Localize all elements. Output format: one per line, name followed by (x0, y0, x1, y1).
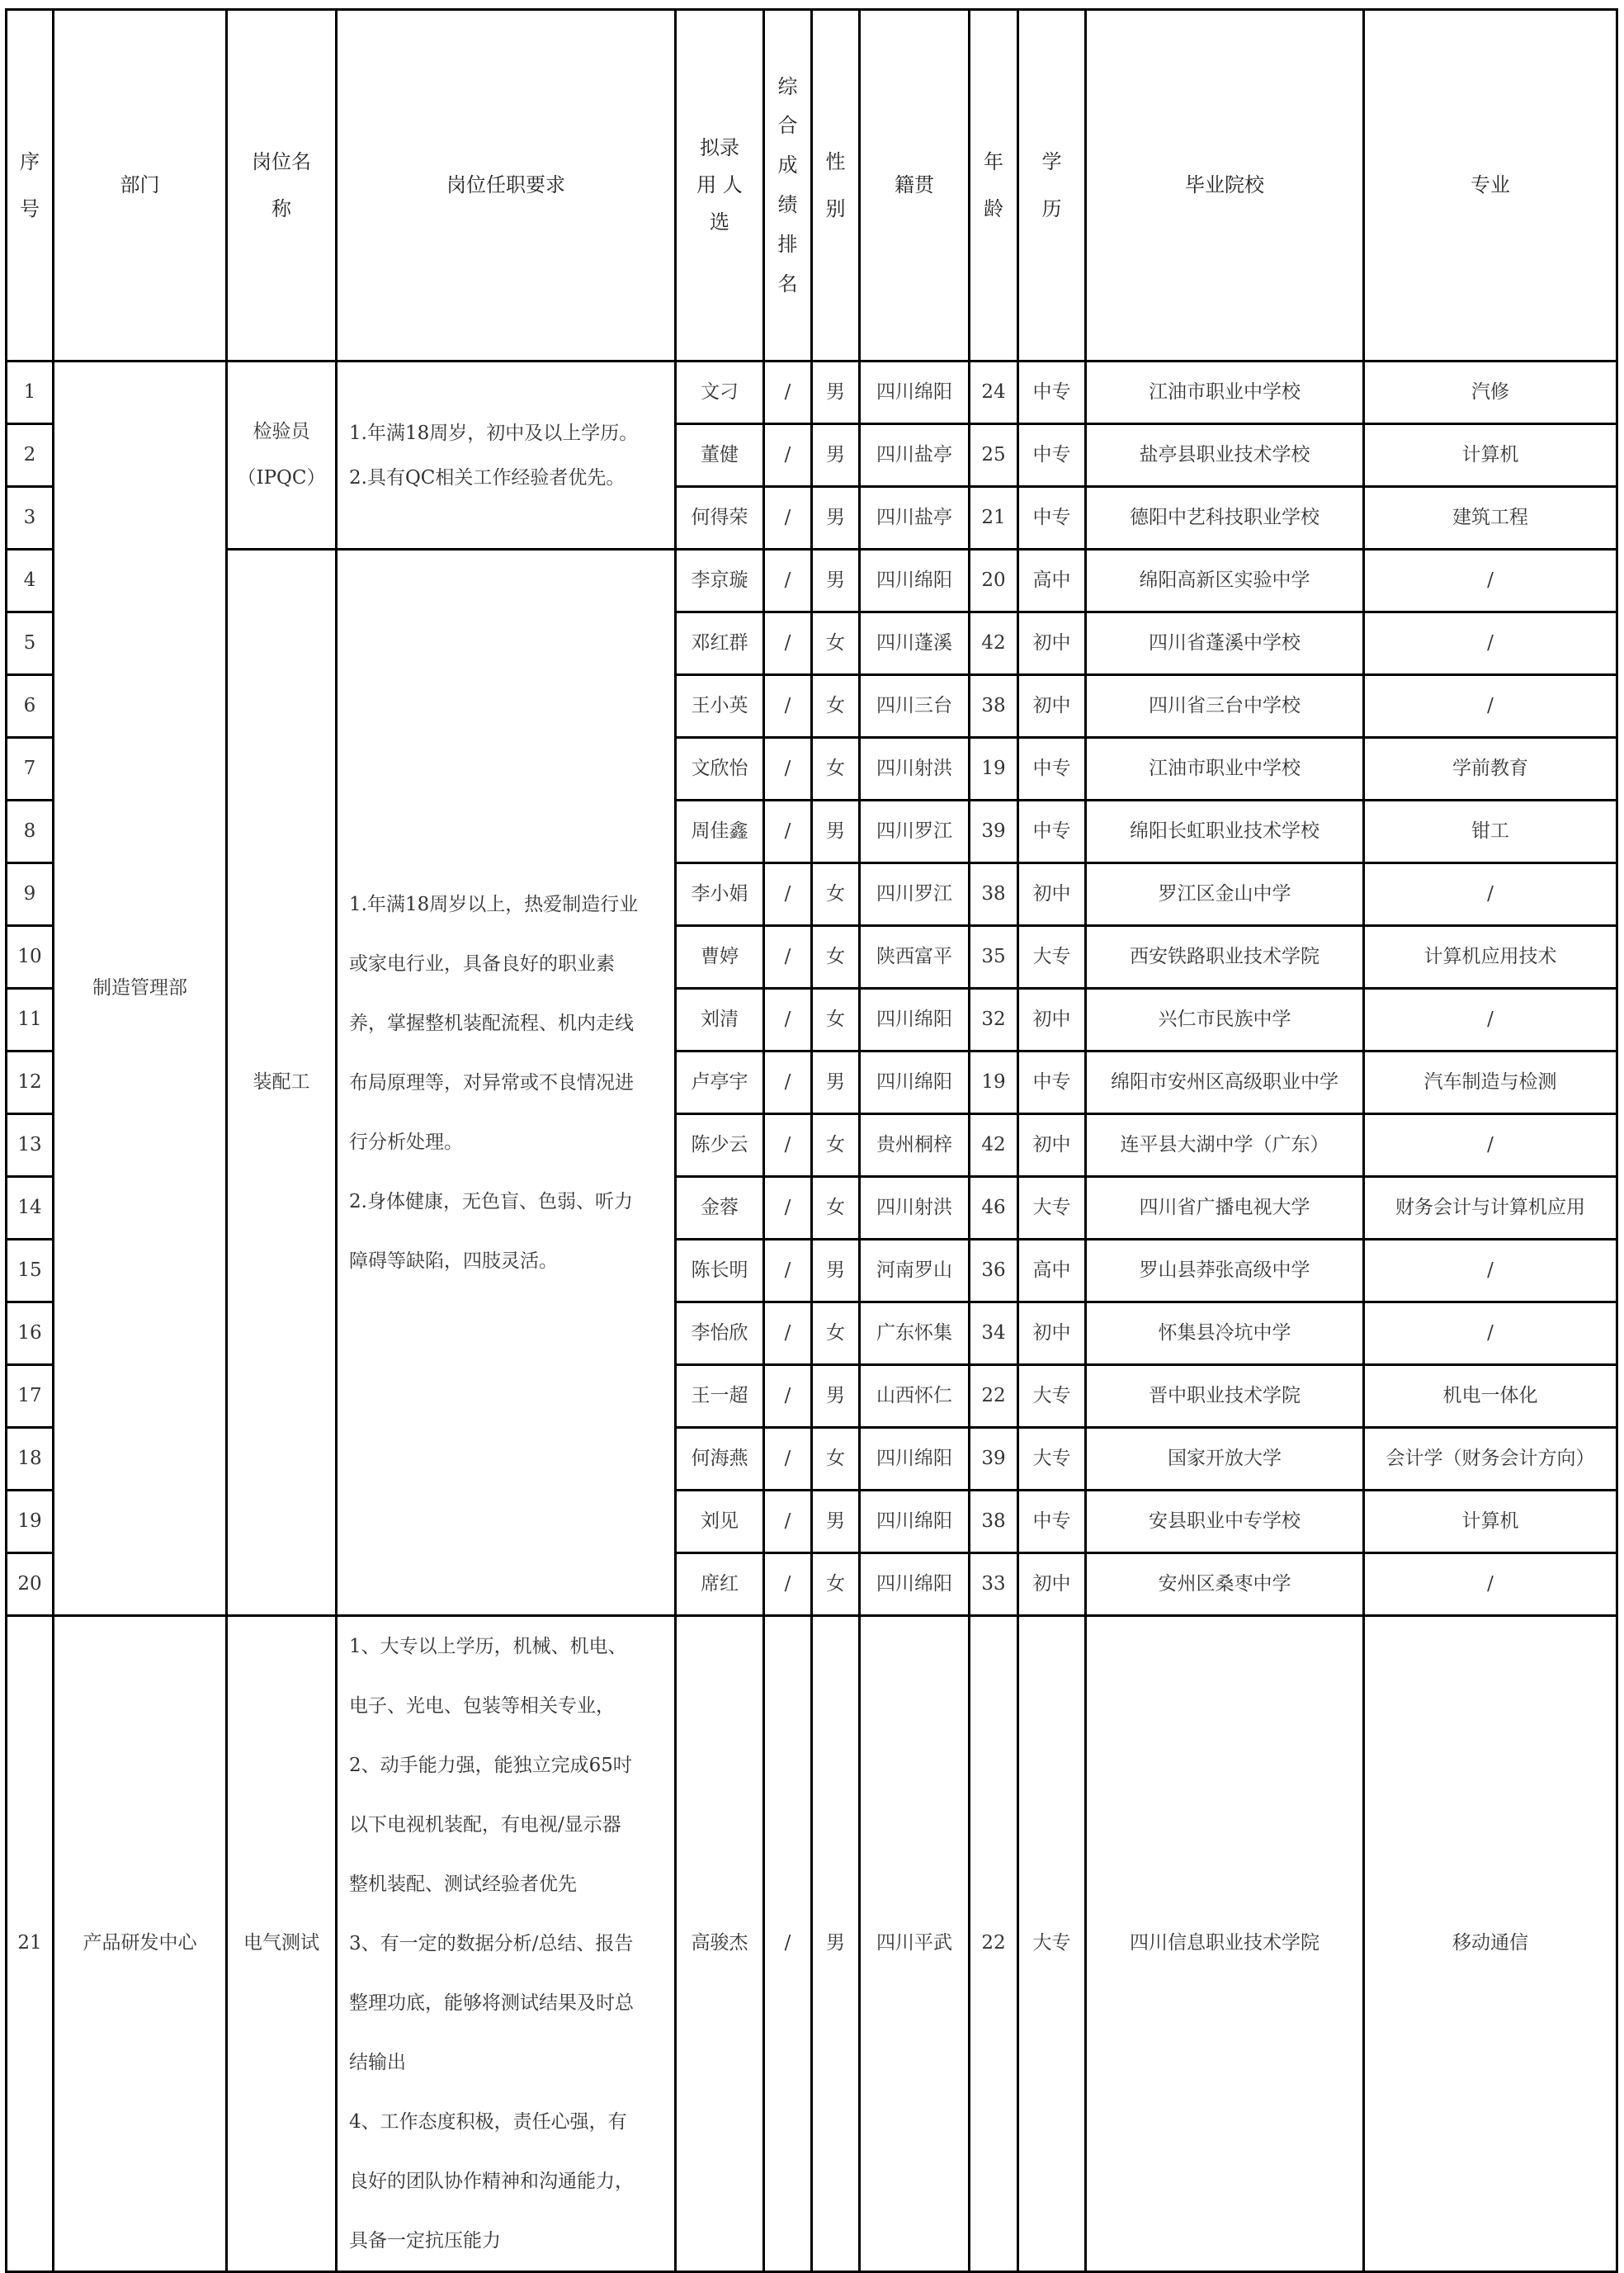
ranking-cell: / (764, 675, 812, 738)
gender-cell: 男 (812, 1491, 860, 1553)
major-cell: 钳工 (1364, 801, 1617, 863)
gender-cell: 男 (812, 801, 860, 863)
hometown-cell: 四川射洪 (860, 1177, 970, 1240)
gender-cell: 男 (812, 550, 860, 612)
school-cell: 绵阳高新区实验中学 (1086, 550, 1364, 612)
age-cell: 19 (970, 738, 1018, 801)
candidate-roster-table (5, 8, 1618, 2273)
school-cell: 江油市职业中学校 (1086, 362, 1364, 424)
school-cell: 兴仁市民族中学 (1086, 989, 1364, 1051)
school-cell: 罗山县莽张高级中学 (1086, 1240, 1364, 1302)
age-cell: 35 (970, 926, 1018, 989)
age-cell: 34 (970, 1302, 1018, 1365)
education-cell: 初中 (1018, 1302, 1086, 1365)
major-cell: 财务会计与计算机应用 (1364, 1177, 1617, 1240)
requirement-line: 以下电视机装配，有电视/显示器 (349, 1814, 621, 1836)
education-cell: 大专 (1018, 1365, 1086, 1428)
requirements-cell (337, 1616, 676, 2272)
requirement-line: 整理功底，能够将测试结果及时总 (349, 1992, 634, 2014)
requirement-line: 良好的团队协作精神和沟通能力， (349, 2171, 634, 2192)
school-cell: 安县职业中专学校 (1086, 1491, 1364, 1553)
education-cell: 中专 (1018, 424, 1086, 487)
department-cell: 制造管理部 (54, 362, 227, 1616)
education-cell: 高中 (1018, 550, 1086, 612)
ranking-cell: / (764, 1240, 812, 1302)
candidate-name: 卢亭宇 (676, 1051, 764, 1114)
age-cell: 38 (970, 1491, 1018, 1553)
requirement-line: 3、有一定的数据分析/总结、报告 (349, 1933, 634, 1954)
requirements-cell (337, 362, 676, 550)
hometown-cell: 贵州桐梓 (860, 1114, 970, 1177)
row-number: 5 (7, 612, 54, 675)
age-cell: 42 (970, 612, 1018, 675)
candidate-name: 陈长明 (676, 1240, 764, 1302)
hometown-cell: 四川绵阳 (860, 1553, 970, 1616)
gender-cell: 男 (812, 1616, 860, 2272)
education-cell: 初中 (1018, 989, 1086, 1051)
candidate-name: 何海燕 (676, 1428, 764, 1491)
major-cell: 会计学（财务会计方向） (1364, 1428, 1617, 1491)
candidate-name: 李怡欣 (676, 1302, 764, 1365)
age-cell: 22 (970, 1616, 1018, 2272)
ranking-cell: / (764, 550, 812, 612)
row-number: 2 (7, 424, 54, 487)
candidate-name: 王小英 (676, 675, 764, 738)
row-number: 13 (7, 1114, 54, 1177)
row-number: 7 (7, 738, 54, 801)
major-cell: 移动通信 (1364, 1616, 1617, 2272)
candidate-name: 高骏杰 (676, 1616, 764, 2272)
ranking-cell: / (764, 612, 812, 675)
school-cell: 怀集县冷坑中学 (1086, 1302, 1364, 1365)
major-cell: / (1364, 612, 1617, 675)
hometown-cell: 广东怀集 (860, 1302, 970, 1365)
hometown-cell: 四川蓬溪 (860, 612, 970, 675)
major-cell: 机电一体化 (1364, 1365, 1617, 1428)
candidate-name: 文刁 (676, 362, 764, 424)
school-cell: 国家开放大学 (1086, 1428, 1364, 1491)
school-cell: 安州区桑枣中学 (1086, 1553, 1364, 1616)
school-cell: 连平县大湖中学（广东） (1086, 1114, 1364, 1177)
age-cell: 33 (970, 1553, 1018, 1616)
school-cell: 四川省蓬溪中学校 (1086, 612, 1364, 675)
requirement-line: 2、动手能力强，能独立完成65吋 (349, 1755, 632, 1776)
hometown-cell: 四川绵阳 (860, 1491, 970, 1553)
age-cell: 36 (970, 1240, 1018, 1302)
row-number: 8 (7, 801, 54, 863)
requirement-line: 1、大专以上学历，机械、机电、 (349, 1636, 627, 1657)
requirement-line: 行分析处理。 (349, 1131, 463, 1153)
age-cell: 39 (970, 801, 1018, 863)
requirement-line: 1.年满18周岁，初中及以上学历。 (349, 422, 639, 444)
school-cell: 江油市职业中学校 (1086, 738, 1364, 801)
gender-cell: 女 (812, 863, 860, 926)
candidate-name: 邓红群 (676, 612, 764, 675)
major-cell: 汽车制造与检测 (1364, 1051, 1617, 1114)
hometown-cell: 四川绵阳 (860, 1051, 970, 1114)
major-cell: / (1364, 550, 1617, 612)
hometown-cell: 四川盐亭 (860, 424, 970, 487)
row-number: 17 (7, 1365, 54, 1428)
education-cell: 中专 (1018, 738, 1086, 801)
ranking-cell: / (764, 989, 812, 1051)
position-cell: 检验员 （IPQC） (227, 362, 337, 550)
hometown-cell: 四川罗江 (860, 863, 970, 926)
candidate-name: 董健 (676, 424, 764, 487)
requirement-line: 1.年满18周岁以上，热爱制造行业 (349, 893, 639, 915)
gender-cell: 女 (812, 1177, 860, 1240)
ranking-cell: / (764, 1114, 812, 1177)
row-number: 10 (7, 926, 54, 989)
gender-cell: 女 (812, 738, 860, 801)
candidate-name: 周佳鑫 (676, 801, 764, 863)
header-position: 岗位名 称 (227, 10, 337, 362)
major-cell: / (1364, 675, 1617, 738)
candidate-name: 李京璇 (676, 550, 764, 612)
ranking-cell: / (764, 487, 812, 550)
gender-cell: 男 (812, 1365, 860, 1428)
header-ranking: 综 合 成 绩 排 名 (764, 10, 812, 362)
header-age: 年 龄 (970, 10, 1018, 362)
requirement-line: 养，掌握整机装配流程、机内走线 (349, 1012, 634, 1034)
requirement-line: 2.身体健康，无色盲、色弱、听力 (349, 1190, 633, 1212)
requirement-line: 布局原理等，对异常或不良情况进 (349, 1071, 634, 1094)
requirement-line: 2.具有QC相关工作经验者优先。 (349, 466, 626, 489)
header-school: 毕业院校 (1086, 10, 1364, 362)
row-number: 19 (7, 1491, 54, 1553)
age-cell: 24 (970, 362, 1018, 424)
gender-cell: 女 (812, 926, 860, 989)
hometown-cell: 四川绵阳 (860, 550, 970, 612)
school-cell: 盐亭县职业技术学校 (1086, 424, 1364, 487)
row-number: 11 (7, 989, 54, 1051)
candidate-name: 何得荣 (676, 487, 764, 550)
ranking-cell: / (764, 1616, 812, 2272)
position-cell: 装配工 (227, 550, 337, 1616)
hometown-cell: 四川绵阳 (860, 1428, 970, 1491)
candidate-name: 王一超 (676, 1365, 764, 1428)
age-cell: 25 (970, 424, 1018, 487)
ranking-cell: / (764, 1428, 812, 1491)
row-number: 9 (7, 863, 54, 926)
major-cell: 计算机应用技术 (1364, 926, 1617, 989)
education-cell: 大专 (1018, 1177, 1086, 1240)
age-cell: 38 (970, 863, 1018, 926)
requirement-line: 具备一定抗压能力 (349, 2230, 501, 2252)
table-row (7, 1616, 1617, 2272)
requirement-line: 结输出 (349, 2052, 406, 2073)
requirement-line: 整机装配、测试经验者优先 (349, 1874, 577, 1895)
requirement-line: 或家电行业，具备良好的职业素 (349, 952, 615, 975)
header-major: 专业 (1364, 10, 1617, 362)
ranking-cell: / (764, 1051, 812, 1114)
candidate-name: 金蓉 (676, 1177, 764, 1240)
requirements-cell (337, 550, 676, 1616)
table-row (7, 550, 1617, 612)
hometown-cell: 山西怀仁 (860, 1365, 970, 1428)
header-education: 学 历 (1018, 10, 1086, 362)
gender-cell: 女 (812, 989, 860, 1051)
row-number: 21 (7, 1616, 54, 2272)
header-index: 序 号 (7, 10, 54, 362)
row-number: 6 (7, 675, 54, 738)
ranking-cell: / (764, 362, 812, 424)
requirement-line: 电子、光电、包装等相关专业， (349, 1695, 615, 1717)
hometown-cell: 四川盐亭 (860, 487, 970, 550)
major-cell: / (1364, 863, 1617, 926)
candidate-name: 刘见 (676, 1491, 764, 1553)
requirement-line: 4、工作态度积极，责任心强，有 (349, 2111, 627, 2133)
hometown-cell: 陕西富平 (860, 926, 970, 989)
row-number: 1 (7, 362, 54, 424)
age-cell: 42 (970, 1114, 1018, 1177)
school-cell: 罗江区金山中学 (1086, 863, 1364, 926)
school-cell: 四川省广播电视大学 (1086, 1177, 1364, 1240)
age-cell: 39 (970, 1428, 1018, 1491)
gender-cell: 女 (812, 1553, 860, 1616)
hometown-cell: 四川射洪 (860, 738, 970, 801)
row-number: 20 (7, 1553, 54, 1616)
education-cell: 初中 (1018, 612, 1086, 675)
hometown-cell: 四川绵阳 (860, 362, 970, 424)
education-cell: 大专 (1018, 1616, 1086, 2272)
gender-cell: 男 (812, 424, 860, 487)
education-cell: 高中 (1018, 1240, 1086, 1302)
gender-cell: 女 (812, 1114, 860, 1177)
gender-cell: 男 (812, 1051, 860, 1114)
gender-cell: 女 (812, 1302, 860, 1365)
row-number: 14 (7, 1177, 54, 1240)
ranking-cell: / (764, 1491, 812, 1553)
row-number: 3 (7, 487, 54, 550)
gender-cell: 女 (812, 612, 860, 675)
row-number: 15 (7, 1240, 54, 1302)
table-row (7, 362, 1617, 424)
major-cell: / (1364, 1114, 1617, 1177)
header-requirements: 岗位任职要求 (337, 10, 676, 362)
row-number: 16 (7, 1302, 54, 1365)
roster-body (7, 362, 1617, 2272)
school-cell: 西安铁路职业技术学院 (1086, 926, 1364, 989)
major-cell: 学前教育 (1364, 738, 1617, 801)
row-number: 4 (7, 550, 54, 612)
education-cell: 初中 (1018, 863, 1086, 926)
row-number: 12 (7, 1051, 54, 1114)
school-cell: 德阳中艺科技职业学校 (1086, 487, 1364, 550)
ranking-cell: / (764, 926, 812, 989)
school-cell: 四川省三台中学校 (1086, 675, 1364, 738)
education-cell: 中专 (1018, 801, 1086, 863)
candidate-name: 席红 (676, 1553, 764, 1616)
ranking-cell: / (764, 738, 812, 801)
age-cell: 38 (970, 675, 1018, 738)
education-cell: 初中 (1018, 1553, 1086, 1616)
school-cell: 晋中职业技术学院 (1086, 1365, 1364, 1428)
education-cell: 初中 (1018, 675, 1086, 738)
age-cell: 20 (970, 550, 1018, 612)
gender-cell: 男 (812, 487, 860, 550)
major-cell: 建筑工程 (1364, 487, 1617, 550)
education-cell: 中专 (1018, 1491, 1086, 1553)
gender-cell: 女 (812, 675, 860, 738)
major-cell: / (1364, 1553, 1617, 1616)
ranking-cell: / (764, 424, 812, 487)
hometown-cell: 四川绵阳 (860, 989, 970, 1051)
age-cell: 19 (970, 1051, 1018, 1114)
major-cell: 计算机 (1364, 424, 1617, 487)
header-candidate: 拟录 用 人 选 (676, 10, 764, 362)
ranking-cell: / (764, 1302, 812, 1365)
hometown-cell: 四川三台 (860, 675, 970, 738)
ranking-cell: / (764, 863, 812, 926)
department-cell: 产品研发中心 (54, 1616, 227, 2272)
major-cell: / (1364, 1302, 1617, 1365)
candidate-name: 曹婷 (676, 926, 764, 989)
major-cell: / (1364, 1240, 1617, 1302)
candidate-name: 李小娟 (676, 863, 764, 926)
school-cell: 绵阳长虹职业技术学校 (1086, 801, 1364, 863)
position-cell: 电气测试 (227, 1616, 337, 2272)
school-cell: 四川信息职业技术学院 (1086, 1616, 1364, 2272)
candidate-name: 陈少云 (676, 1114, 764, 1177)
education-cell: 中专 (1018, 487, 1086, 550)
candidate-name: 文欣怡 (676, 738, 764, 801)
ranking-cell: / (764, 1553, 812, 1616)
age-cell: 21 (970, 487, 1018, 550)
education-cell: 大专 (1018, 1428, 1086, 1491)
gender-cell: 男 (812, 362, 860, 424)
age-cell: 22 (970, 1365, 1018, 1428)
candidate-name: 刘清 (676, 989, 764, 1051)
ranking-cell: / (764, 1365, 812, 1428)
requirement-line: 障碍等缺陷，四肢灵活。 (349, 1250, 558, 1272)
education-cell: 中专 (1018, 362, 1086, 424)
row-number: 18 (7, 1428, 54, 1491)
ranking-cell: / (764, 1177, 812, 1240)
major-cell: 汽修 (1364, 362, 1617, 424)
education-cell: 初中 (1018, 1114, 1086, 1177)
hometown-cell: 河南罗山 (860, 1240, 970, 1302)
education-cell: 大专 (1018, 926, 1086, 989)
header-row (7, 10, 1617, 362)
major-cell: / (1364, 989, 1617, 1051)
school-cell: 绵阳市安州区高级职业中学 (1086, 1051, 1364, 1114)
age-cell: 32 (970, 989, 1018, 1051)
header-hometown: 籍贯 (860, 10, 970, 362)
header-department: 部门 (54, 10, 227, 362)
age-cell: 46 (970, 1177, 1018, 1240)
gender-cell: 女 (812, 1428, 860, 1491)
ranking-cell: / (764, 801, 812, 863)
major-cell: 计算机 (1364, 1491, 1617, 1553)
header-gender: 性 别 (812, 10, 860, 362)
education-cell: 中专 (1018, 1051, 1086, 1114)
gender-cell: 男 (812, 1240, 860, 1302)
hometown-cell: 四川平武 (860, 1616, 970, 2272)
hometown-cell: 四川罗江 (860, 801, 970, 863)
